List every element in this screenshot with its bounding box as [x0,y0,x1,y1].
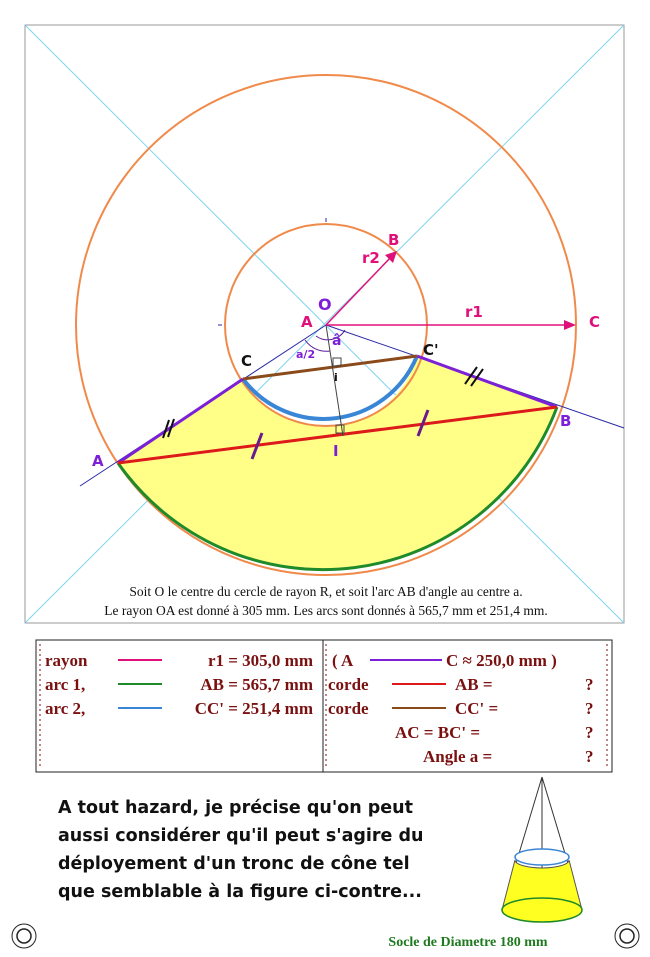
circle-target-icon [12,924,36,948]
label-i-small: i [334,371,338,384]
table-rayon-name: rayon [45,651,88,670]
table-corde-cc-q: ? [585,699,594,718]
table-corde-cc-mid: CC' = [455,699,499,718]
table-ac-prefix: ( A [332,651,354,670]
table-angle-q: ? [585,747,594,766]
table-arc1-value: AB = 565,7 mm [200,675,313,694]
socle-caption: Socle de Diametre 180 mm [388,935,548,950]
label-i-big: I [333,442,339,460]
note-line-3: déployement d'un tronc de cône tel [58,854,410,874]
table-corde-cc-label: corde [328,699,369,718]
label-b-top: B [388,231,400,249]
label-r1: r1 [465,303,483,321]
label-c-prime: C' [423,341,439,359]
table-ac-value: C ≈ 250,0 mm ) [446,651,557,670]
label-c-left: C [241,352,253,370]
table-ac-bc-mid: AC = BC' = [395,723,481,742]
circle-target-icon [615,924,639,948]
note-line-1: A tout hazard, je précise qu'on peut [58,798,413,818]
label-b-right: B [560,412,572,430]
label-o: O [318,295,332,314]
truncated-cone-illustration [502,777,582,922]
label-r2: r2 [362,249,380,267]
table-arc2-value: CC' = 251,4 mm [194,699,313,718]
label-a-left: A [92,452,104,470]
caption-line-2: Le rayon OA est donné à 305 mm. Les arcs sont donnés à 565,7 mm et 251,4 mm. [104,603,548,618]
table-angle-mid: Angle a = [423,747,493,766]
table-rayon-value: r1 = 305,0 mm [207,651,313,670]
label-a-hat: â [332,333,342,349]
note-line-2: aussi considérer qu'il peut s'agire du [58,826,424,846]
label-c-right: C [589,313,601,331]
label-a-top: A [301,313,313,331]
caption-line-1: Soit O le centre du cercle de rayon R, et soit l'arc AB d'angle au centre a. [129,584,523,599]
note-line-4: que semblable à la figure ci-contre... [58,882,422,902]
table-corde-ab-label: corde [328,675,369,694]
table-arc1-name: arc 1, [45,675,86,694]
table-corde-ab-mid: AB = [455,675,493,694]
table-ac-bc-q: ? [585,723,594,742]
table-corde-ab-q: ? [585,675,594,694]
table-arc2-name: arc 2, [45,699,86,718]
label-a-half: a/2 [296,348,316,361]
